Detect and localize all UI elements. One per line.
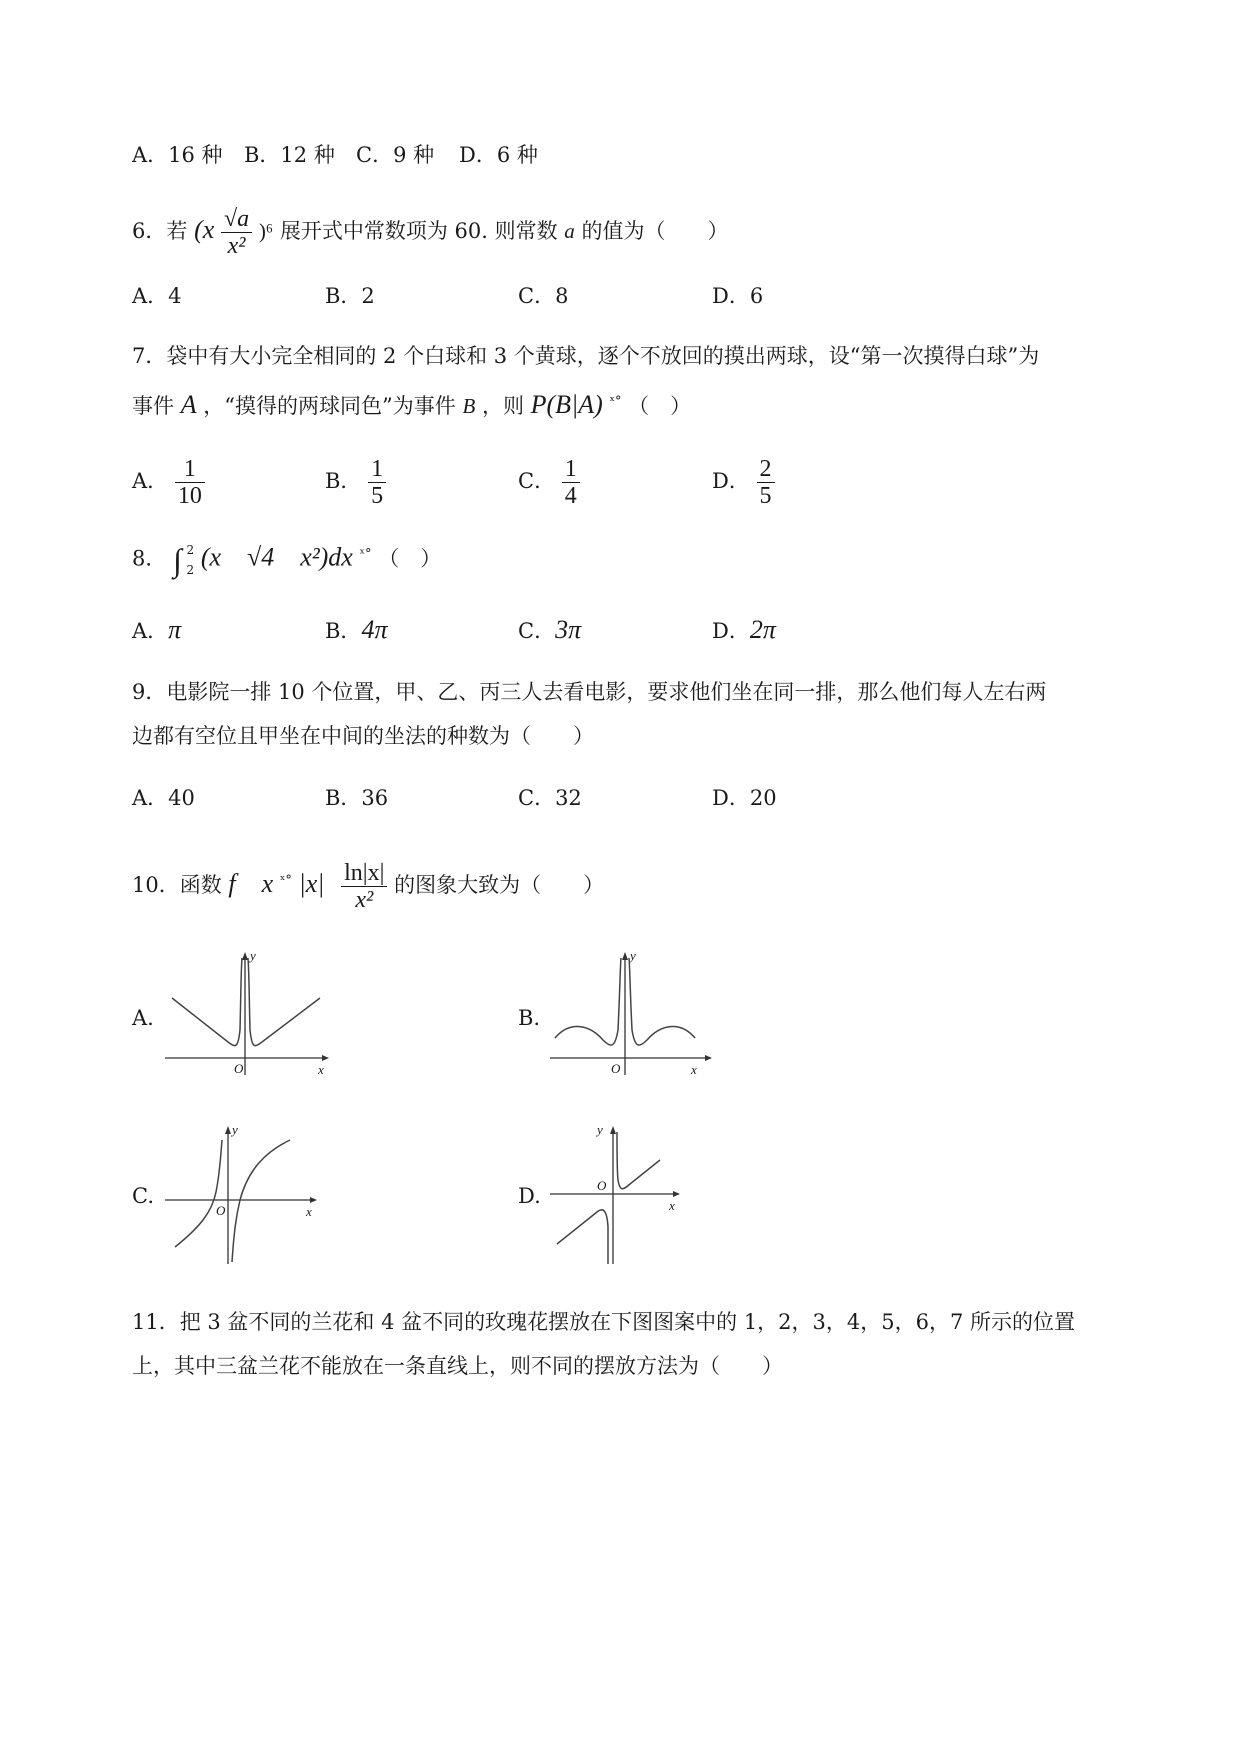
graph-c — [160, 1122, 335, 1267]
graph-b-right-branch — [629, 958, 695, 1045]
q7-text-d: （ ） — [628, 394, 692, 418]
q7-option-c-label: C． — [518, 469, 556, 493]
graph-d-x-label: x — [669, 1198, 675, 1213]
q7-text-c: ，则 — [481, 394, 524, 418]
question-7-line-2 — [132, 388, 691, 420]
graph-c-y-label: y — [232, 1122, 238, 1137]
q7-option-d-fraction — [757, 456, 775, 509]
q10-func: f x — [228, 869, 274, 898]
q7-option-c-fraction — [562, 456, 580, 509]
q6-number: 6．若 — [132, 219, 188, 243]
q6-frac-den: x² — [227, 233, 246, 259]
q6-var: a — [564, 219, 575, 243]
graph-b-origin: O — [611, 1061, 621, 1076]
q10-frac-num: ln|x| — [341, 860, 387, 887]
graph-a-y-arrow — [242, 952, 248, 960]
q8-glyph: ˣ° — [359, 546, 372, 562]
graph-c-left-branch — [175, 1140, 222, 1247]
graph-b-left-branch — [555, 958, 621, 1045]
question-7-line-1: 7．袋中有大小完全相同的 2 个白球和 3 个黄球，逐个不放回的摸出两球，设“第一次摸得白球”为 — [132, 344, 1040, 368]
q6-option-d: D．6 — [712, 284, 764, 308]
question-8-stem — [132, 540, 441, 580]
graph-a-y-label: y — [250, 948, 256, 963]
q8-lower: 2 — [186, 563, 195, 577]
graph-d-label: D. — [518, 1184, 541, 1208]
question-9-line-2: 边都有空位且甲坐在中间的坐法的种数为（ ） — [132, 724, 594, 748]
graph-a-origin: O — [234, 1061, 244, 1076]
q9-option-a: A．40 — [132, 786, 195, 810]
graph-d-right-branch — [617, 1132, 660, 1189]
graph-b-x-arrow — [705, 1055, 712, 1061]
graph-a-label: A. — [132, 1006, 154, 1030]
q7-option-a — [132, 456, 205, 509]
q6-expr-open: (x — [194, 215, 215, 244]
q10-glyph: ˣ° — [279, 873, 292, 888]
graph-b-label: B. — [518, 1006, 541, 1030]
graph-a — [160, 950, 335, 1080]
q6-expr-close: )⁶ — [258, 219, 274, 243]
graph-c-x-label: x — [306, 1204, 312, 1219]
q7-option-b-label: B． — [325, 469, 362, 493]
q7-option-b — [325, 456, 386, 509]
q6-option-b: B．2 — [325, 284, 375, 308]
graph-c-y-arrow — [225, 1126, 231, 1134]
question-11-line-1: 11．把 3 盆不同的兰花和 4 盆不同的玫瑰花摆放在下图图案中的 1，2，3，4，5，6，7 所示的位置 — [132, 1310, 1076, 1334]
q8-option-a-label: A． — [132, 619, 169, 643]
q8-limits — [187, 540, 195, 580]
q8-option-b-label: B． — [325, 619, 362, 643]
graph-d-origin: O — [597, 1178, 607, 1193]
q7-option-d — [712, 456, 775, 509]
q5-option-a: A．16 种 — [132, 143, 223, 167]
graph-a-left-branch — [172, 958, 242, 1046]
graph-d-y-label: y — [597, 1122, 603, 1137]
q7-option-c-num: 1 — [562, 456, 580, 483]
q9-option-c: C．32 — [518, 786, 582, 810]
graph-c-x-arrow — [310, 1197, 317, 1203]
q7-option-b-den: 5 — [371, 483, 384, 509]
graph-d-left-branch — [557, 1210, 608, 1264]
q5-option-d: D．6 种 — [459, 143, 538, 167]
q10-fraction — [341, 860, 387, 913]
q10-end: 的图象大致为（ ） — [394, 873, 605, 897]
q7-option-a-num: 1 — [175, 456, 205, 483]
graph-d-y-arrow — [610, 1126, 616, 1134]
q7-text-b: ，“摸得的两球同色”为事件 — [203, 394, 456, 418]
q7-glyph: ˣ° — [609, 394, 622, 409]
graph-d — [545, 1122, 720, 1267]
q7-option-d-label: D． — [712, 469, 750, 493]
graph-a-x-label: x — [318, 1062, 324, 1077]
q8-option-c-label: C． — [518, 619, 556, 643]
q9-option-d: D．20 — [712, 786, 777, 810]
q8-end: （ ） — [378, 546, 442, 571]
question-10-stem — [132, 860, 604, 913]
q8-option-a-value: π — [168, 615, 182, 644]
q8-option-a — [132, 616, 181, 645]
graph-b-x-label: x — [691, 1062, 697, 1077]
graph-d-x-arrow — [673, 1191, 680, 1197]
graph-c-right-branch — [232, 1140, 290, 1262]
q8-option-b-value: 4π — [361, 615, 388, 644]
graph-a-x-arrow — [322, 1055, 329, 1061]
q7-option-d-den: 5 — [759, 483, 772, 509]
graph-c-origin: O — [216, 1203, 226, 1218]
q6-option-a: A．4 — [132, 284, 182, 308]
graph-b — [545, 950, 720, 1080]
q10-number: 10．函数 — [132, 873, 222, 897]
q7-option-b-num: 1 — [368, 456, 386, 483]
q7-option-c — [518, 456, 580, 509]
q6-option-c: C．8 — [518, 284, 569, 308]
q7-option-b-fraction — [368, 456, 386, 509]
q7-probability: P(B|A) — [530, 390, 603, 419]
q5-option-b: B．12 种 — [244, 143, 335, 167]
q7-option-a-label: A． — [132, 469, 169, 493]
q10-absx: |x| — [298, 869, 325, 898]
question-9-line-1: 9．电影院一排 10 个位置，甲、乙、丙三人去看电影，要求他们坐在同一排，那么他们每人左右两 — [132, 680, 1047, 704]
q8-option-d-value: 2π — [749, 615, 776, 644]
q6-frac-num: √a — [221, 206, 252, 233]
q6-stem-end: 的值为（ ） — [581, 219, 729, 243]
q8-option-d-label: D． — [712, 619, 750, 643]
q6-fraction — [221, 206, 252, 259]
graph-b-y-arrow — [622, 952, 628, 960]
graph-c-label: C. — [132, 1184, 154, 1208]
q8-number: 8． — [132, 546, 167, 571]
q8-integrand: (x √4 x²)dx — [200, 542, 353, 572]
q7-event-a: A — [180, 390, 197, 419]
q8-option-c — [518, 616, 581, 645]
question-6-stem — [132, 206, 728, 259]
q7-option-a-fraction — [175, 456, 205, 509]
question-11-line-2: 上，其中三盆兰花不能放在一条直线上，则不同的摆放方法为（ ） — [132, 1354, 783, 1378]
graph-b-y-label: y — [630, 948, 636, 963]
q7-option-c-den: 4 — [564, 483, 577, 509]
q7-text-a: 事件 — [132, 394, 174, 418]
q8-integral-sign: ∫ — [173, 542, 182, 578]
q8-option-b — [325, 616, 387, 645]
q5-option-c: C．9 种 — [356, 143, 435, 167]
q7-event-b: B — [462, 394, 476, 418]
q8-option-d — [712, 616, 776, 645]
graph-a-right-branch — [248, 958, 320, 1046]
q8-option-c-value: 3π — [555, 615, 582, 644]
q9-option-b: B．36 — [325, 786, 389, 810]
q7-option-a-den: 10 — [177, 483, 202, 509]
q10-frac-den: x² — [355, 887, 374, 913]
q7-option-d-num: 2 — [757, 456, 775, 483]
q6-stem-text: 展开式中常数项为 60. 则常数 — [279, 219, 558, 243]
q8-upper: 2 — [186, 543, 195, 557]
